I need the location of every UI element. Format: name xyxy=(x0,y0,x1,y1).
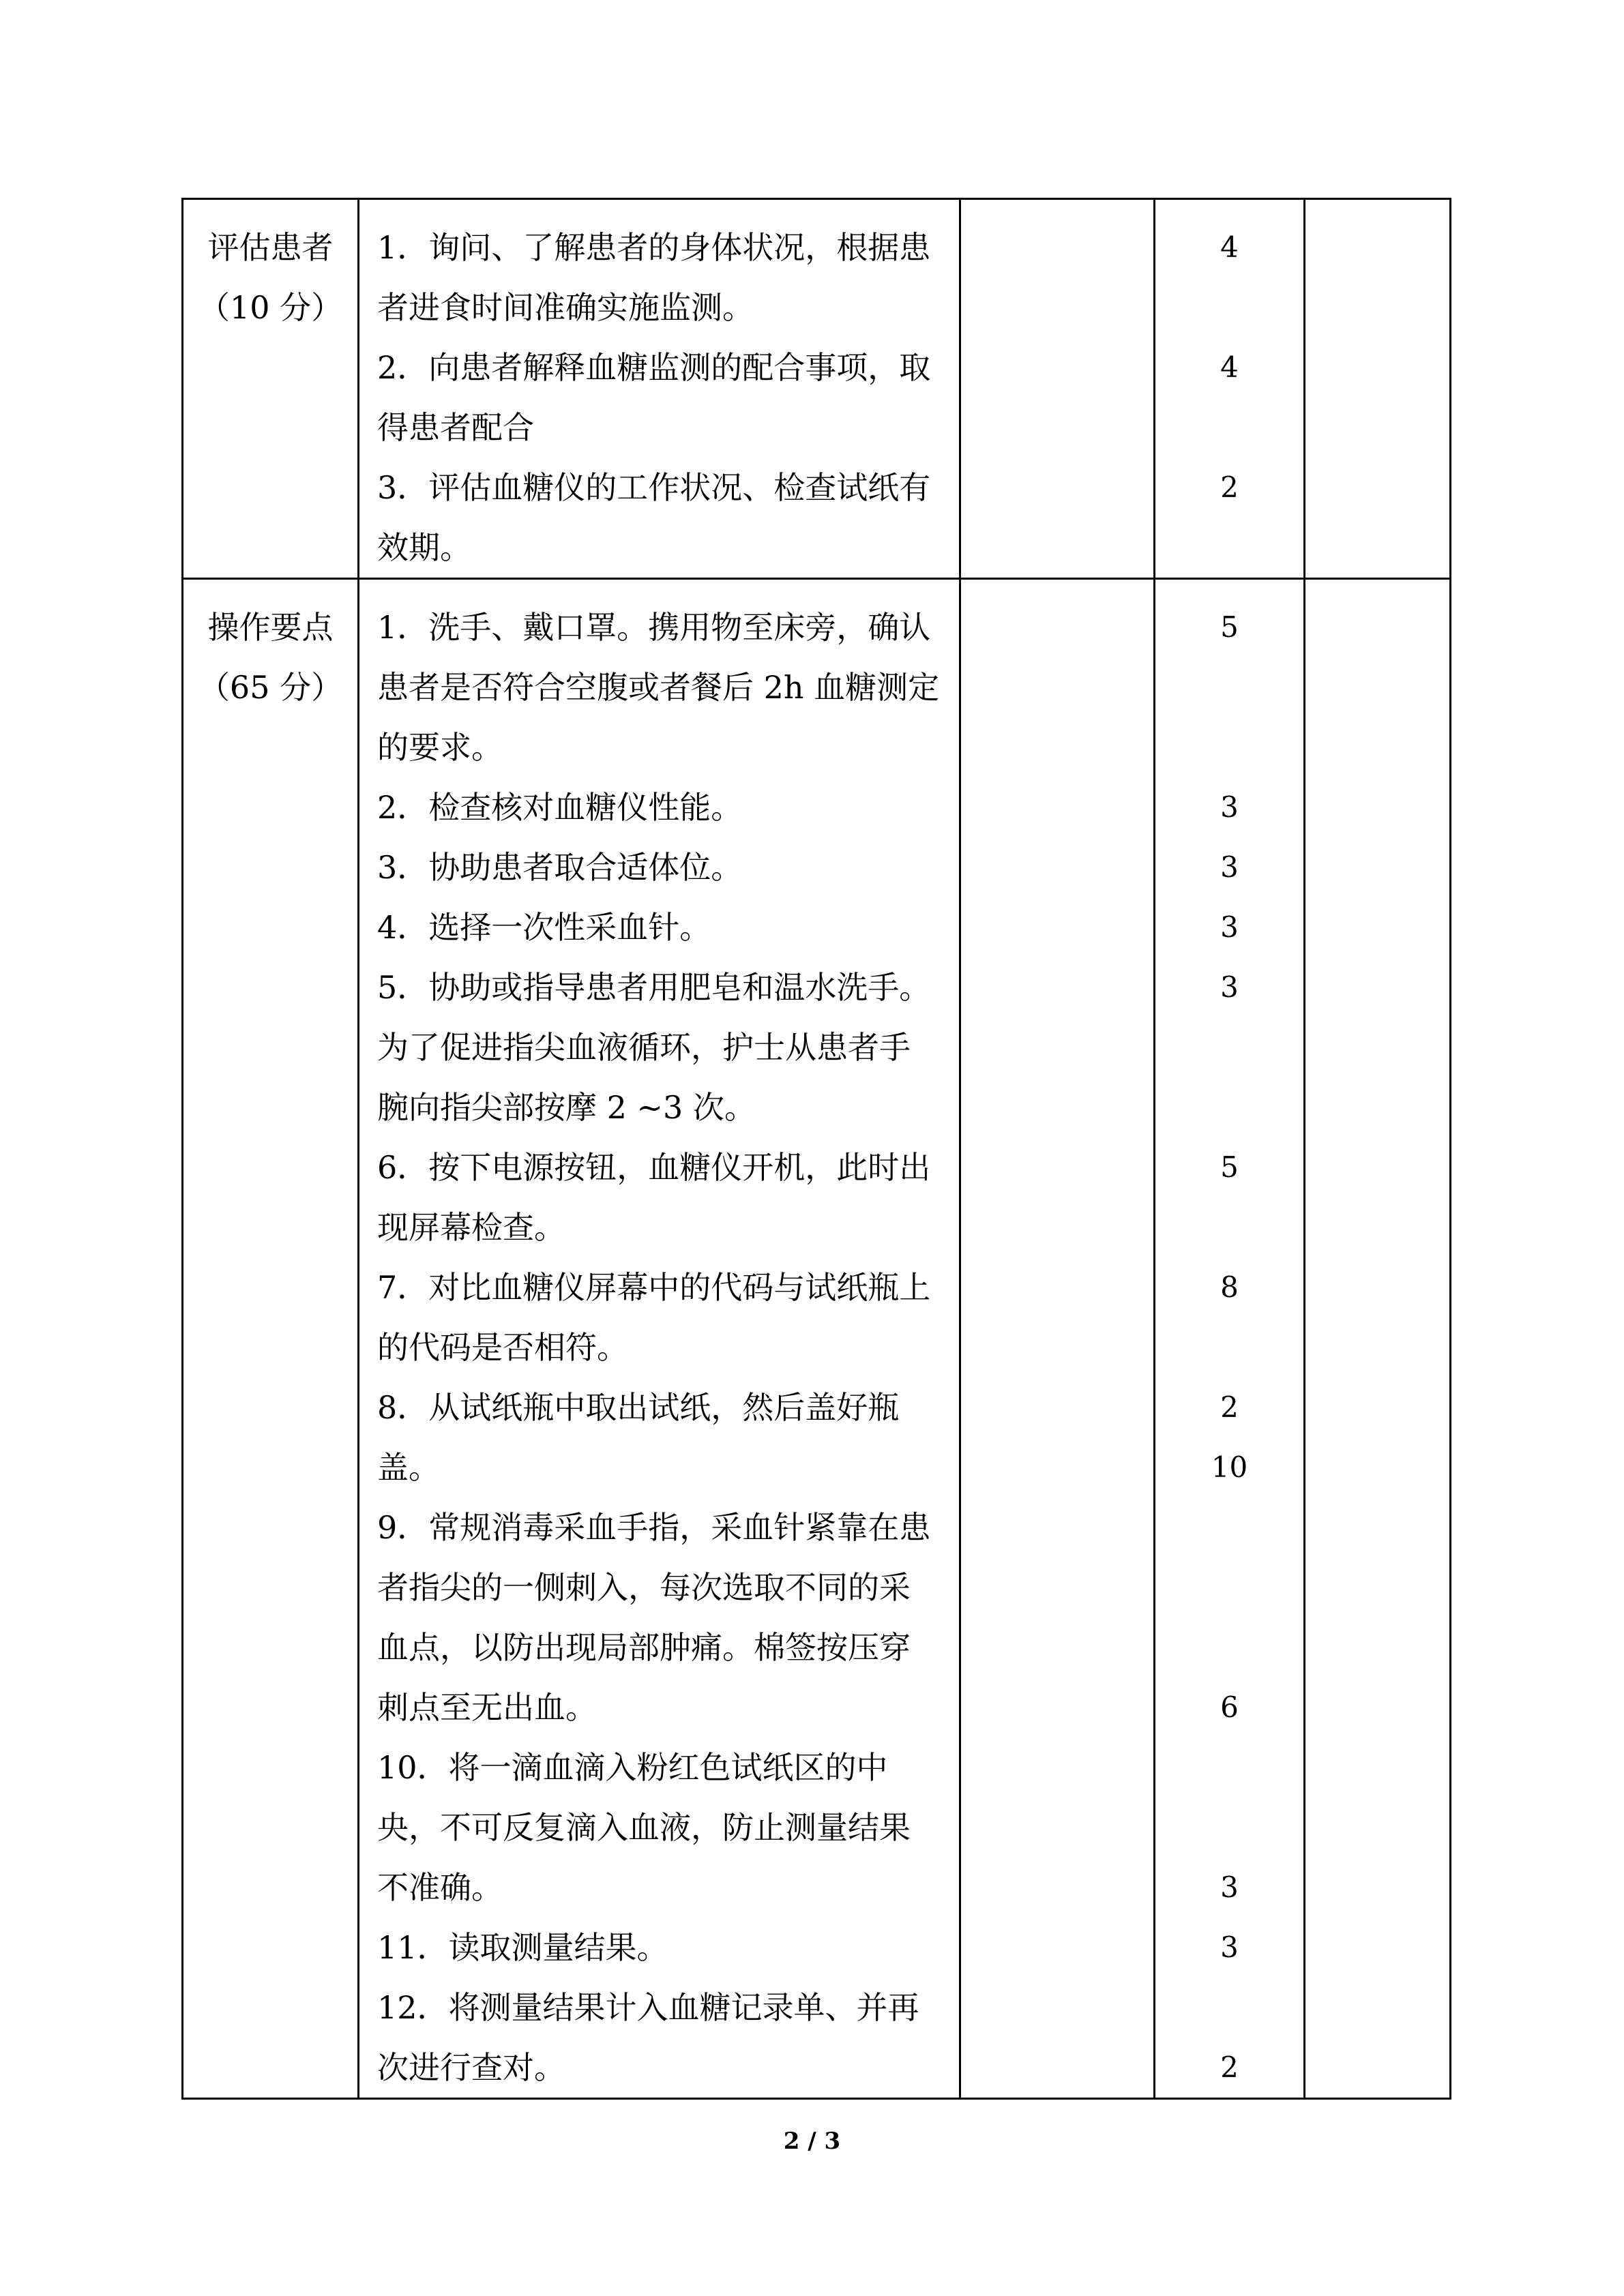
score-value: 3 xyxy=(1220,970,1239,1004)
category-points: （10 分） xyxy=(198,289,343,326)
score-value: 5 xyxy=(1220,1150,1239,1184)
category-name: 操作要点 xyxy=(207,609,334,646)
score-value: 2 xyxy=(1220,1390,1239,1424)
list-item: 12．将测量结果计入血糖记录单、并再次进行查对。 xyxy=(377,1989,919,2086)
score-cell xyxy=(1155,199,1305,579)
category-points: （65 分） xyxy=(198,669,343,706)
list-item: 3．协助患者取合适体位。 xyxy=(377,849,743,886)
content-cell xyxy=(359,199,960,579)
score-cell xyxy=(1155,579,1305,2099)
page-number: 2 / 3 xyxy=(783,2128,841,2155)
list-item: 1．洗手、戴口罩。携用物至床旁，确认患者是否符合空腹或者餐后 2h 血糖测定的要求。 xyxy=(377,609,940,766)
score-value: 10 xyxy=(1211,1450,1248,1484)
score-value: 4 xyxy=(1220,351,1239,384)
table-row xyxy=(183,579,1451,2099)
blank-cell xyxy=(960,199,1155,579)
list-item: 8．从试纸瓶中取出试纸，然后盖好瓶盖。 xyxy=(377,1389,900,1486)
score-value: 3 xyxy=(1220,790,1239,824)
score-value: 3 xyxy=(1220,850,1239,884)
score-value: 4 xyxy=(1220,230,1239,264)
score-value: 2 xyxy=(1220,471,1239,504)
list-item: 3．评估血糖仪的工作状况、检查试纸有效期。 xyxy=(377,469,931,566)
content-cell xyxy=(359,579,960,2099)
blank-cell xyxy=(1305,199,1451,579)
list-item: 9．常规消毒采血手指，采血针紧靠在患者指尖的一侧刺入，每次选取不同的采血点，以防出现局部肿痛。棉签按压穿刺点至无出血。 xyxy=(377,1509,931,1726)
score-value: 3 xyxy=(1220,1870,1239,1904)
list-item: 5．协助或指导患者用肥皂和温水洗手。为了促进指尖血液循环，护士从患者手腕向指尖部按摩 2 ~3 次。 xyxy=(377,969,931,1126)
list-item: 10．将一滴血滴入粉红色试纸区的中央，不可反复滴入血液，防止测量结果不准确。 xyxy=(377,1749,911,1906)
scoring-table xyxy=(181,198,1451,2100)
category-cell xyxy=(183,579,359,2099)
list-item: 2．向患者解释血糖监测的配合事项，取得患者配合 xyxy=(377,349,931,446)
category-name: 评估患者 xyxy=(207,229,334,266)
list-item: 6．按下电源按钮，血糖仪开机，此时出现屏幕检查。 xyxy=(377,1149,931,1246)
score-value: 8 xyxy=(1220,1270,1239,1304)
list-item: 2．检查核对血糖仪性能。 xyxy=(377,789,743,826)
list-item: 11．读取测量结果。 xyxy=(377,1929,668,1966)
score-value: 6 xyxy=(1220,1690,1239,1724)
score-value: 2 xyxy=(1220,2051,1239,2084)
category-cell xyxy=(183,199,359,579)
list-item: 1．询问、了解患者的身体状况，根据患者进食时间准确实施监测。 xyxy=(377,229,931,326)
score-value: 5 xyxy=(1220,610,1239,644)
list-item: 4．选择一次性采血针。 xyxy=(377,909,711,946)
score-value: 3 xyxy=(1220,910,1239,944)
blank-cell xyxy=(960,579,1155,2099)
blank-cell xyxy=(1305,579,1451,2099)
list-item: 7．对比血糖仪屏幕中的代码与试纸瓶上的代码是否相符。 xyxy=(377,1269,931,1366)
score-value: 3 xyxy=(1220,1930,1239,1964)
table-row xyxy=(183,199,1451,579)
